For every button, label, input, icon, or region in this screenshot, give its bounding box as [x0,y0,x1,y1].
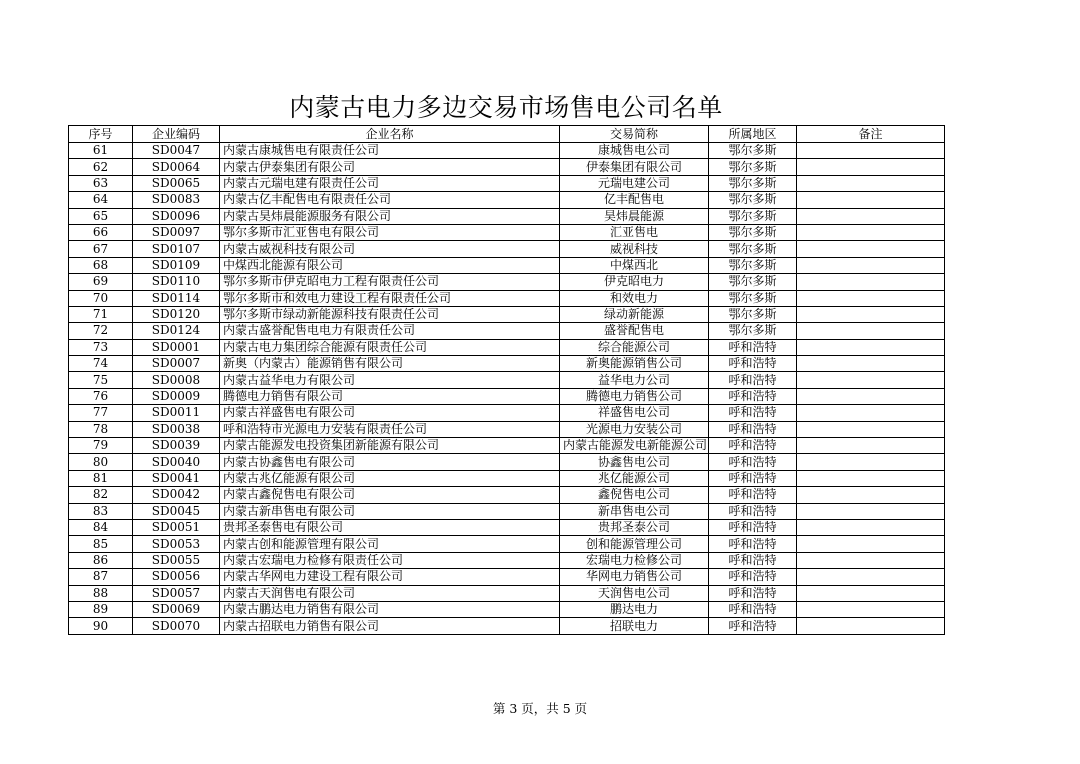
cell-company-name: 内蒙古元瑞电建有限责任公司 [220,175,560,191]
table-row [69,290,945,306]
cell-region: 鄂尔多斯 [709,192,797,208]
cell-note [797,192,945,208]
cell-company-name: 内蒙古威视科技有限公司 [220,241,560,257]
cell-seq: 88 [69,585,133,601]
cell-abbreviation: 伊克昭电力 [560,274,709,290]
cell-code: SD0047 [133,143,220,159]
cell-region: 呼和浩特 [709,356,797,372]
table-row [69,438,945,454]
table-row [69,323,945,339]
cell-abbreviation: 昊炜晨能源 [560,208,709,224]
cell-note [797,274,945,290]
cell-seq: 79 [69,438,133,454]
table-row [69,421,945,437]
cell-company-name: 鄂尔多斯市和效电力建设工程有限责任公司 [220,290,560,306]
table-row [69,405,945,421]
cell-abbreviation: 汇亚售电 [560,224,709,240]
cell-seq: 73 [69,339,133,355]
table-row [69,208,945,224]
table-row [69,487,945,503]
cell-company-name: 内蒙古祥盛售电有限公司 [220,405,560,421]
cell-region: 呼和浩特 [709,470,797,486]
table-row [69,175,945,191]
cell-region: 呼和浩特 [709,339,797,355]
cell-abbreviation: 益华电力公司 [560,372,709,388]
cell-company-name: 新奥（内蒙古）能源销售有限公司 [220,356,560,372]
cell-abbreviation: 元瑞电建公司 [560,175,709,191]
cell-abbreviation: 腾德电力销售公司 [560,388,709,404]
cell-company-name: 内蒙古新串售电有限公司 [220,503,560,519]
cell-seq: 83 [69,503,133,519]
cell-company-name: 内蒙古宏瑞电力检修有限责任公司 [220,552,560,568]
cell-company-name: 鄂尔多斯市伊克昭电力工程有限责任公司 [220,274,560,290]
cell-region: 呼和浩特 [709,569,797,585]
cell-region: 呼和浩特 [709,519,797,535]
cell-seq: 82 [69,487,133,503]
cell-code: SD0064 [133,159,220,175]
cell-abbreviation: 贵邦圣泰公司 [560,519,709,535]
cell-note [797,601,945,617]
table-row [69,159,945,175]
cell-region: 呼和浩特 [709,585,797,601]
cell-code: SD0008 [133,372,220,388]
cell-code: SD0070 [133,618,220,634]
cell-note [797,585,945,601]
table-header-row [69,126,945,143]
table-row [69,356,945,372]
table-row [69,503,945,519]
cell-note [797,175,945,191]
cell-seq: 62 [69,159,133,175]
cell-region: 鄂尔多斯 [709,159,797,175]
table-row [69,569,945,585]
cell-region: 鄂尔多斯 [709,306,797,322]
cell-company-name: 内蒙古电力集团综合能源有限责任公司 [220,339,560,355]
header-name: 企业名称 [220,126,560,143]
company-table [68,125,945,635]
cell-note [797,388,945,404]
cell-company-name: 内蒙古康城售电有限责任公司 [220,143,560,159]
cell-region: 呼和浩特 [709,372,797,388]
cell-company-name: 内蒙古天润售电有限公司 [220,585,560,601]
cell-seq: 64 [69,192,133,208]
cell-code: SD0042 [133,487,220,503]
cell-code: SD0114 [133,290,220,306]
table-row [69,274,945,290]
cell-code: SD0083 [133,192,220,208]
cell-seq: 61 [69,143,133,159]
cell-code: SD0009 [133,388,220,404]
cell-company-name: 呼和浩特市光源电力安装有限责任公司 [220,421,560,437]
header-region: 所属地区 [709,126,797,143]
cell-seq: 72 [69,323,133,339]
cell-seq: 78 [69,421,133,437]
cell-note [797,503,945,519]
cell-code: SD0096 [133,208,220,224]
cell-company-name: 中煤西北能源有限公司 [220,257,560,273]
table-row [69,552,945,568]
cell-region: 鄂尔多斯 [709,208,797,224]
cell-abbreviation: 创和能源管理公司 [560,536,709,552]
cell-note [797,224,945,240]
cell-note [797,536,945,552]
cell-code: SD0011 [133,405,220,421]
cell-code: SD0110 [133,274,220,290]
cell-note [797,290,945,306]
cell-company-name: 鄂尔多斯市绿动新能源科技有限责任公司 [220,306,560,322]
cell-seq: 87 [69,569,133,585]
cell-company-name: 内蒙古盛誉配售电电力有限责任公司 [220,323,560,339]
header-seq: 序号 [69,126,133,143]
cell-code: SD0055 [133,552,220,568]
cell-region: 鄂尔多斯 [709,241,797,257]
cell-company-name: 内蒙古兆亿能源有限公司 [220,470,560,486]
table-row [69,388,945,404]
cell-seq: 69 [69,274,133,290]
cell-seq: 71 [69,306,133,322]
cell-seq: 70 [69,290,133,306]
page-footer: 第 3 页，共 5 页 [492,701,588,716]
cell-note [797,421,945,437]
table-row [69,339,945,355]
cell-abbreviation: 鹏达电力 [560,601,709,617]
table-row [69,470,945,486]
cell-region: 呼和浩特 [709,552,797,568]
cell-company-name: 腾德电力销售有限公司 [220,388,560,404]
cell-company-name: 鄂尔多斯市汇亚售电有限公司 [220,224,560,240]
cell-company-name: 内蒙古鹏达电力销售有限公司 [220,601,560,617]
cell-note [797,454,945,470]
cell-note [797,257,945,273]
cell-abbreviation: 亿丰配售电 [560,192,709,208]
cell-company-name: 内蒙古伊泰集团有限公司 [220,159,560,175]
cell-region: 呼和浩特 [709,503,797,519]
cell-region: 呼和浩特 [709,388,797,404]
cell-note [797,372,945,388]
cell-region: 呼和浩特 [709,536,797,552]
cell-seq: 77 [69,405,133,421]
header-abbr: 交易简称 [560,126,709,143]
cell-abbreviation: 新奥能源销售公司 [560,356,709,372]
table-body [69,143,945,635]
cell-region: 鄂尔多斯 [709,323,797,339]
cell-seq: 80 [69,454,133,470]
cell-region: 鄂尔多斯 [709,175,797,191]
cell-note [797,339,945,355]
cell-abbreviation: 中煤西北 [560,257,709,273]
header-note: 备注 [797,126,945,143]
cell-note [797,356,945,372]
cell-seq: 76 [69,388,133,404]
cell-note [797,306,945,322]
cell-note [797,323,945,339]
cell-seq: 65 [69,208,133,224]
cell-abbreviation: 内蒙古能源发电新能源公司 [560,438,709,454]
cell-note [797,241,945,257]
cell-note [797,552,945,568]
cell-seq: 84 [69,519,133,535]
document-title: 内蒙古电力多边交易市场售电公司名单 [289,93,723,122]
cell-note [797,618,945,634]
cell-seq: 90 [69,618,133,634]
cell-note [797,143,945,159]
cell-note [797,438,945,454]
cell-note [797,569,945,585]
table-row [69,306,945,322]
cell-region: 呼和浩特 [709,454,797,470]
cell-seq: 86 [69,552,133,568]
cell-seq: 63 [69,175,133,191]
cell-code: SD0051 [133,519,220,535]
cell-abbreviation: 和效电力 [560,290,709,306]
cell-abbreviation: 绿动新能源 [560,306,709,322]
cell-code: SD0109 [133,257,220,273]
cell-abbreviation: 威视科技 [560,241,709,257]
cell-code: SD0039 [133,438,220,454]
cell-seq: 68 [69,257,133,273]
table-row [69,143,945,159]
table-row [69,585,945,601]
cell-abbreviation: 招联电力 [560,618,709,634]
cell-code: SD0057 [133,585,220,601]
cell-abbreviation: 宏瑞电力检修公司 [560,552,709,568]
table-row [69,519,945,535]
cell-company-name: 内蒙古昊炜晨能源服务有限公司 [220,208,560,224]
cell-code: SD0124 [133,323,220,339]
cell-note [797,519,945,535]
cell-note [797,470,945,486]
cell-region: 鄂尔多斯 [709,224,797,240]
cell-code: SD0007 [133,356,220,372]
cell-abbreviation: 综合能源公司 [560,339,709,355]
cell-seq: 75 [69,372,133,388]
table-row [69,536,945,552]
cell-note [797,487,945,503]
cell-region: 呼和浩特 [709,405,797,421]
table-row [69,601,945,617]
table-row [69,372,945,388]
cell-abbreviation: 华网电力销售公司 [560,569,709,585]
header-code: 企业编码 [133,126,220,143]
cell-company-name: 内蒙古创和能源管理有限公司 [220,536,560,552]
cell-code: SD0040 [133,454,220,470]
table-row [69,241,945,257]
cell-seq: 66 [69,224,133,240]
cell-company-name: 贵邦圣泰售电有限公司 [220,519,560,535]
cell-note [797,159,945,175]
cell-code: SD0065 [133,175,220,191]
cell-seq: 81 [69,470,133,486]
cell-code: SD0038 [133,421,220,437]
cell-code: SD0045 [133,503,220,519]
cell-company-name: 内蒙古协鑫售电有限公司 [220,454,560,470]
cell-abbreviation: 盛誉配售电 [560,323,709,339]
cell-abbreviation: 鑫倪售电公司 [560,487,709,503]
cell-seq: 67 [69,241,133,257]
cell-region: 呼和浩特 [709,618,797,634]
cell-company-name: 内蒙古益华电力有限公司 [220,372,560,388]
table-row [69,618,945,634]
cell-abbreviation: 兆亿能源公司 [560,470,709,486]
table-row [69,257,945,273]
table-row [69,224,945,240]
cell-code: SD0120 [133,306,220,322]
cell-company-name: 内蒙古招联电力销售有限公司 [220,618,560,634]
cell-code: SD0097 [133,224,220,240]
cell-company-name: 内蒙古鑫倪售电有限公司 [220,487,560,503]
cell-seq: 89 [69,601,133,617]
table-row [69,192,945,208]
cell-code: SD0107 [133,241,220,257]
cell-note [797,405,945,421]
cell-region: 呼和浩特 [709,421,797,437]
cell-region: 鄂尔多斯 [709,274,797,290]
cell-company-name: 内蒙古亿丰配售电有限责任公司 [220,192,560,208]
cell-abbreviation: 光源电力安装公司 [560,421,709,437]
cell-abbreviation: 协鑫售电公司 [560,454,709,470]
cell-code: SD0056 [133,569,220,585]
cell-abbreviation: 天润售电公司 [560,585,709,601]
cell-region: 呼和浩特 [709,487,797,503]
cell-code: SD0069 [133,601,220,617]
cell-region: 鄂尔多斯 [709,143,797,159]
cell-region: 呼和浩特 [709,438,797,454]
cell-region: 鄂尔多斯 [709,257,797,273]
cell-company-name: 内蒙古华网电力建设工程有限公司 [220,569,560,585]
cell-region: 鄂尔多斯 [709,290,797,306]
cell-abbreviation: 伊泰集团有限公司 [560,159,709,175]
cell-code: SD0053 [133,536,220,552]
cell-code: SD0041 [133,470,220,486]
cell-company-name: 内蒙古能源发电投资集团新能源有限公司 [220,438,560,454]
cell-abbreviation: 祥盛售电公司 [560,405,709,421]
table-row [69,454,945,470]
cell-seq: 85 [69,536,133,552]
cell-abbreviation: 康城售电公司 [560,143,709,159]
cell-region: 呼和浩特 [709,601,797,617]
cell-abbreviation: 新串售电公司 [560,503,709,519]
cell-code: SD0001 [133,339,220,355]
cell-seq: 74 [69,356,133,372]
cell-note [797,208,945,224]
